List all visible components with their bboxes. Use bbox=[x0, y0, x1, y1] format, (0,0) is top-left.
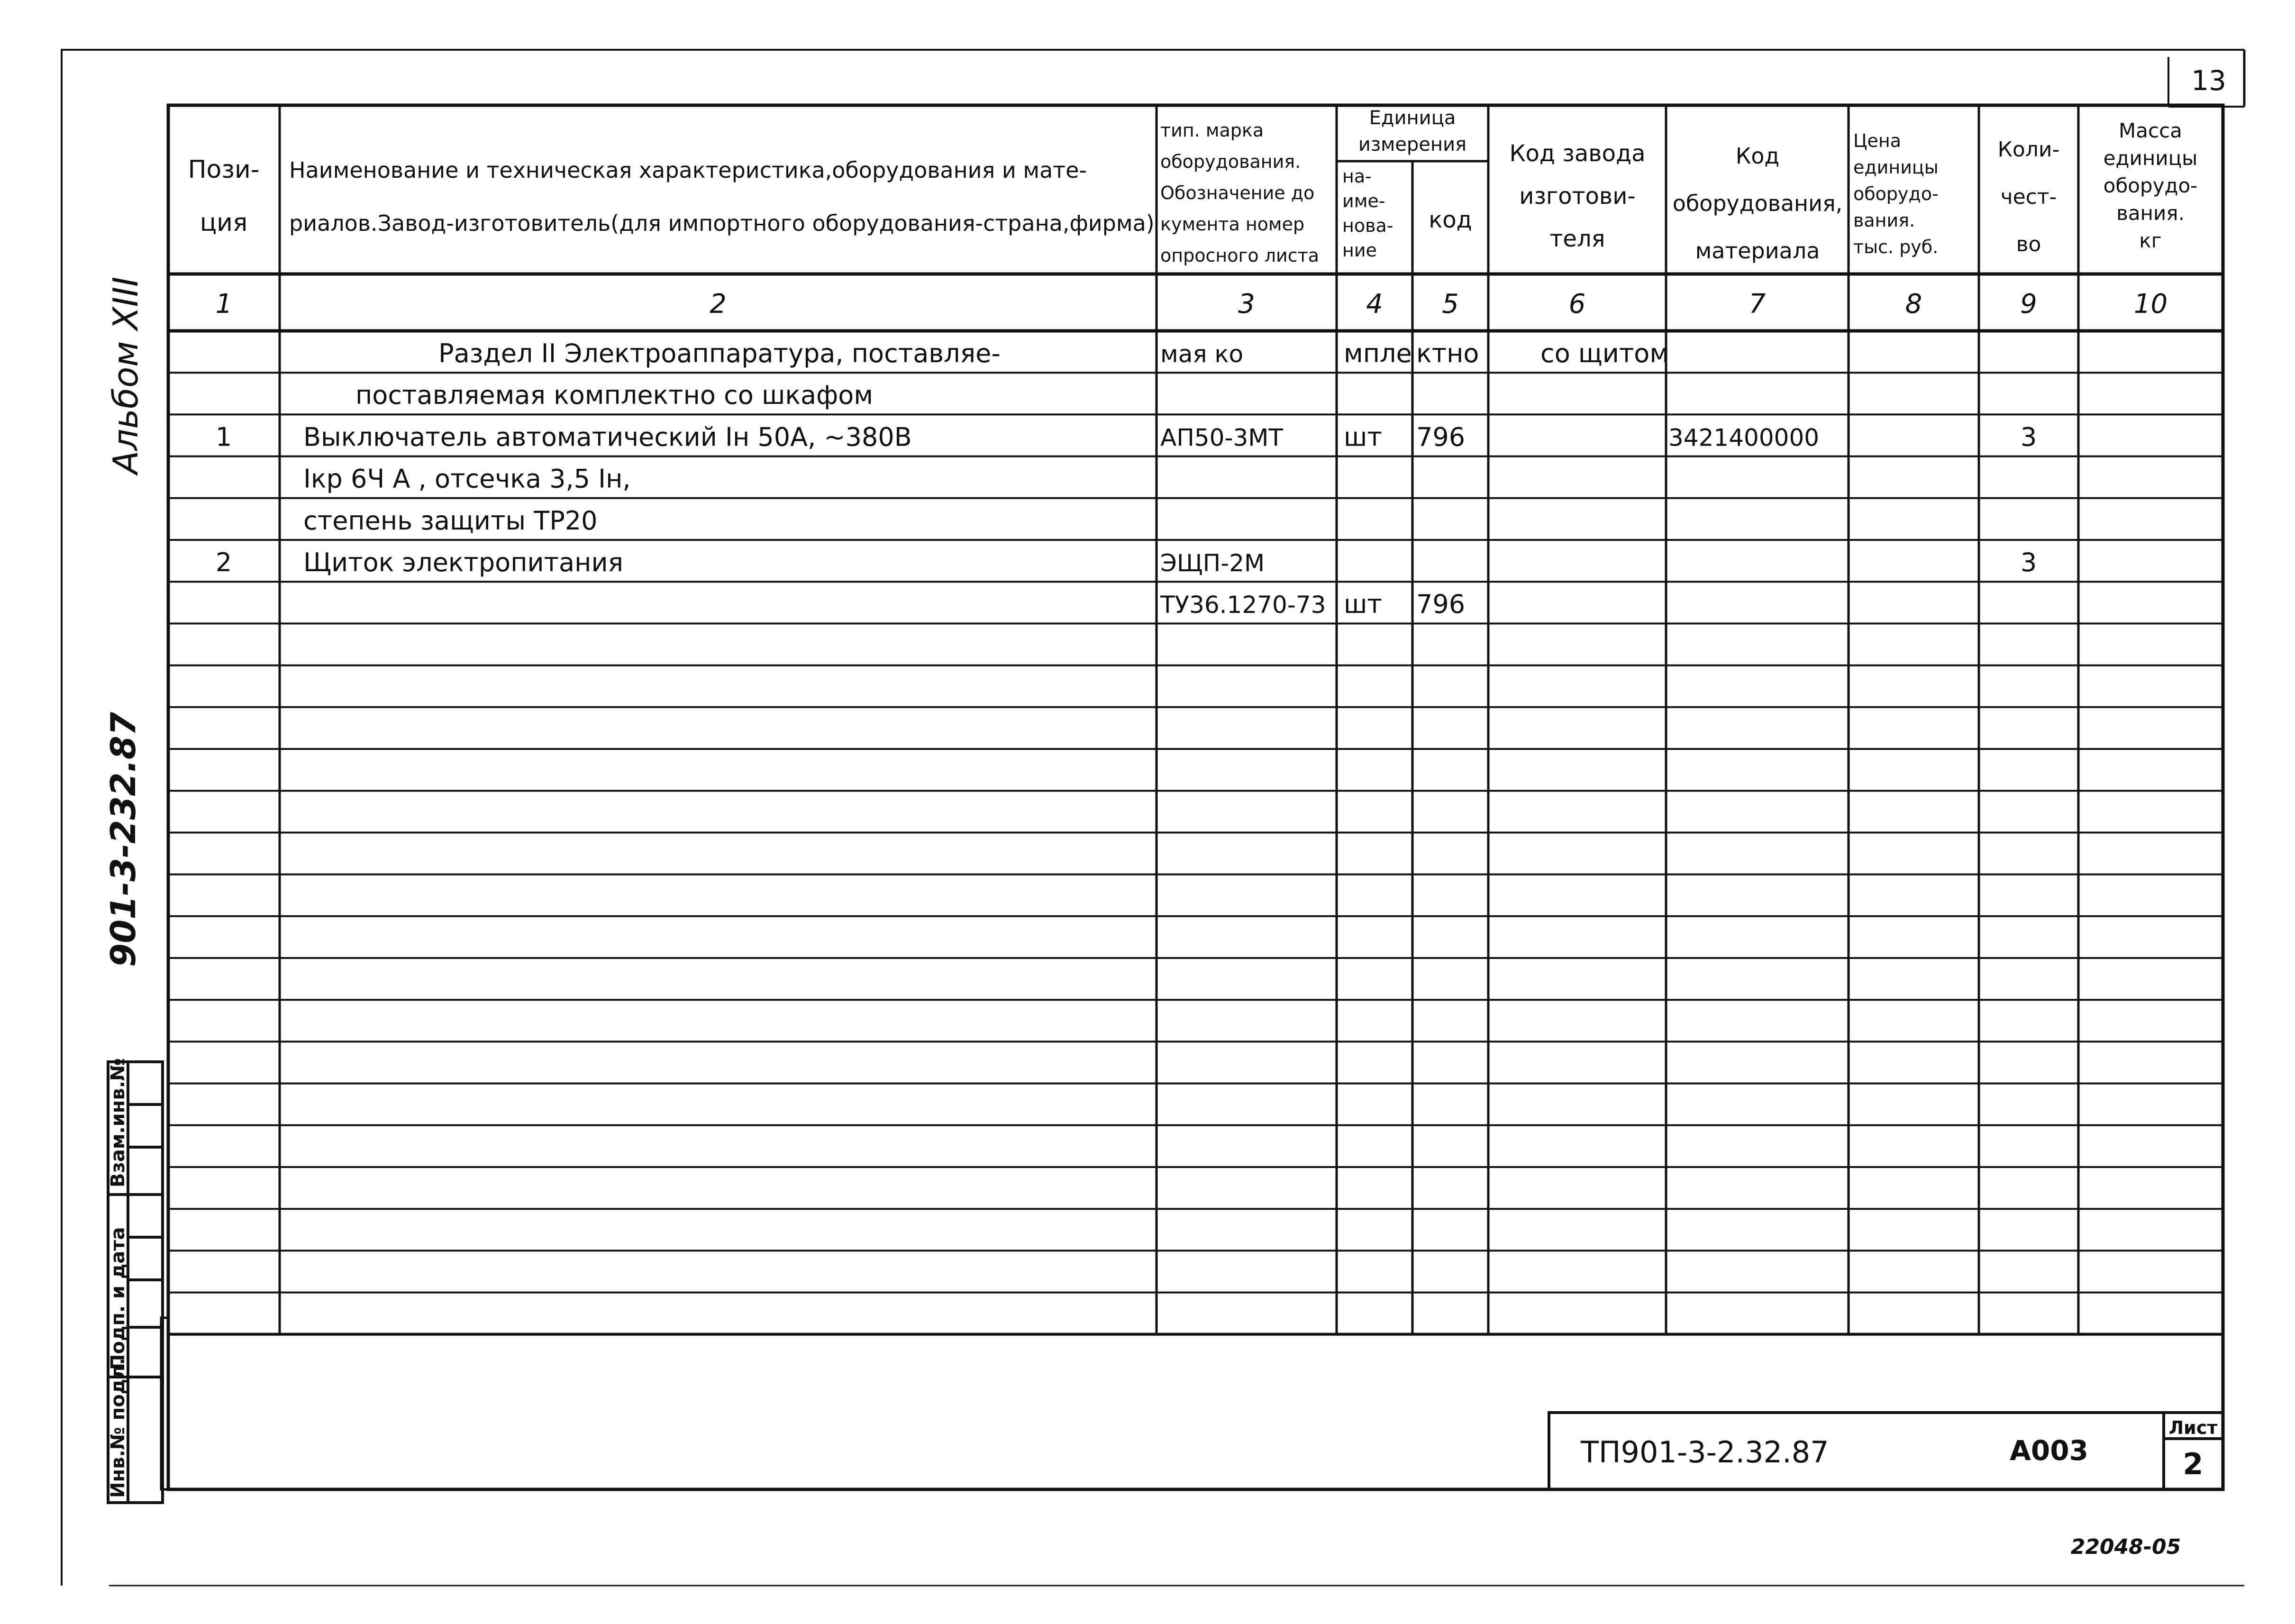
header-col1-line: Пози- bbox=[188, 155, 260, 184]
column-number: 6 bbox=[1568, 289, 1586, 319]
cell-unit-name: шт bbox=[1344, 422, 1382, 452]
footer-code: 22048-05 bbox=[2070, 1535, 2181, 1559]
cell-quantity: 3 bbox=[2020, 422, 2037, 452]
table-row bbox=[355, 380, 873, 410]
column-number: 5 bbox=[1442, 289, 1459, 319]
cell-mark: мая ко bbox=[1160, 340, 1244, 368]
cell-position: 1 bbox=[215, 422, 232, 452]
cell-unit-code: 796 bbox=[1416, 589, 1466, 620]
cell-name: поставляемая комплектно со шкафом bbox=[355, 380, 874, 411]
cell-name: степень защиты ТР20 bbox=[303, 505, 598, 536]
cell-name: Выключатель автоматический Iн 50А, ~380В bbox=[303, 422, 912, 452]
title-doc-code: ТП901-3-2.32.87 bbox=[1581, 1435, 1829, 1469]
header-col10-line: кг bbox=[2139, 229, 2162, 252]
table-row bbox=[216, 422, 2037, 452]
header-col6-line: изготови- bbox=[1519, 183, 1636, 210]
header-col2-line: риалов.Завод-изготовитель(для импортного оборудования-страна,фирма) bbox=[289, 210, 1155, 236]
side-annotations bbox=[103, 277, 146, 967]
header-col3-line: тип. марка bbox=[1160, 120, 1264, 141]
cell-unit-code: 796 bbox=[1416, 422, 1466, 452]
column-number: 1 bbox=[215, 289, 233, 319]
title-album: А003 bbox=[2010, 1434, 2088, 1467]
header-col8-line: единицы bbox=[1853, 157, 1939, 178]
header-col9-line: во bbox=[2016, 232, 2041, 256]
header-col3-line: опросного листа bbox=[1160, 245, 1320, 266]
cell-unit-name: шт bbox=[1344, 589, 1382, 620]
table-row bbox=[1160, 589, 1465, 619]
table-row bbox=[303, 464, 631, 494]
cell-unit-code: ктно bbox=[1416, 338, 1479, 368]
column-number: 8 bbox=[1905, 289, 1922, 319]
album-label: Альбом XIII bbox=[106, 276, 146, 474]
header-col10-line: единицы bbox=[2103, 146, 2198, 170]
header-col10-line: Масса bbox=[2119, 119, 2182, 142]
header-col3-line: кумента номер bbox=[1160, 214, 1305, 235]
header-col4-line: нова- bbox=[1342, 215, 1393, 236]
header-col2-line: Наименование и техническая характеристика,оборудования и мате- bbox=[289, 157, 1087, 183]
cell-mark: ТУ36.1270-73 bbox=[1160, 591, 1326, 619]
header-col1-line: ция bbox=[200, 209, 248, 237]
cell-position: 2 bbox=[215, 547, 232, 577]
side-doc-code: 901-3-232.87 bbox=[103, 712, 143, 967]
stamp-inv-orig: Инв.№ подл. bbox=[107, 1358, 129, 1498]
header-col7-line: Код bbox=[1735, 143, 1780, 169]
cell-mark: ЭЩП-2М bbox=[1160, 549, 1265, 577]
header-col3-line: оборудования. bbox=[1160, 151, 1301, 172]
cell-plant-code: со щитом bbox=[1540, 338, 1669, 368]
header-col10-line: вания. bbox=[2116, 201, 2185, 225]
title-sheet-label: Лист bbox=[2168, 1417, 2218, 1438]
header-col10-line: оборудо- bbox=[2103, 174, 2198, 197]
cell-name: Щиток электропитания bbox=[303, 547, 624, 577]
header-unit_group-line: Единица bbox=[1369, 107, 1456, 129]
stamp-replaced-inv: Взам.инв.№ bbox=[107, 1058, 129, 1187]
header-col4-line: ние bbox=[1342, 240, 1377, 261]
header-col8-line: Цена bbox=[1853, 130, 1902, 151]
column-number: 7 bbox=[1749, 289, 1766, 319]
table-row bbox=[216, 547, 2037, 577]
cell-quantity: 3 bbox=[2020, 547, 2037, 577]
column-number-row bbox=[216, 289, 2168, 319]
header-col7-line: материала bbox=[1695, 238, 1820, 264]
column-number: 9 bbox=[2020, 289, 2037, 319]
header-col4-line: на- bbox=[1342, 166, 1372, 187]
column-number: 10 bbox=[2133, 289, 2168, 319]
table-header bbox=[188, 107, 2197, 266]
frame bbox=[62, 50, 2244, 1586]
header-col8-line: оборудо- bbox=[1853, 183, 1939, 204]
header-col8-line: тыс. руб. bbox=[1853, 237, 1939, 257]
cell-equipment-code: 3421400000 bbox=[1668, 424, 1820, 452]
header-col6-line: теля bbox=[1549, 226, 1605, 252]
title-sheet-number: 2 bbox=[2183, 1447, 2204, 1481]
header-col6-line: Код завода bbox=[1509, 140, 1646, 167]
cell-name: Iкр 6Ч А , отсечка 3,5 Iн, bbox=[303, 464, 631, 494]
header-col8-line: вания. bbox=[1853, 210, 1915, 231]
table-row bbox=[303, 506, 597, 536]
header-col7-line: оборудования, bbox=[1672, 191, 1843, 216]
stamp-sign-date: Подп. и дата bbox=[107, 1227, 129, 1370]
cell-unit-name: мпле bbox=[1344, 338, 1412, 368]
header-unit_group-line: измерения bbox=[1358, 134, 1467, 155]
header-col3-line: Обозначение до bbox=[1160, 182, 1315, 203]
cell-mark: АП50-3МТ bbox=[1160, 424, 1283, 452]
column-number: 2 bbox=[710, 289, 727, 319]
cell-name: Раздел II Электроаппаратура, поставляе- bbox=[438, 338, 1001, 368]
table-body bbox=[216, 338, 2037, 619]
table-row bbox=[438, 338, 1669, 368]
header-col9-line: чест- bbox=[2000, 185, 2057, 209]
header-col9-line: Коли- bbox=[1997, 137, 2060, 162]
header-col4-line: име- bbox=[1342, 191, 1385, 211]
column-number: 3 bbox=[1238, 289, 1255, 319]
header-col5-line: код bbox=[1429, 207, 1472, 233]
sheet-number: 13 bbox=[2191, 64, 2226, 97]
column-number: 4 bbox=[1366, 289, 1383, 319]
